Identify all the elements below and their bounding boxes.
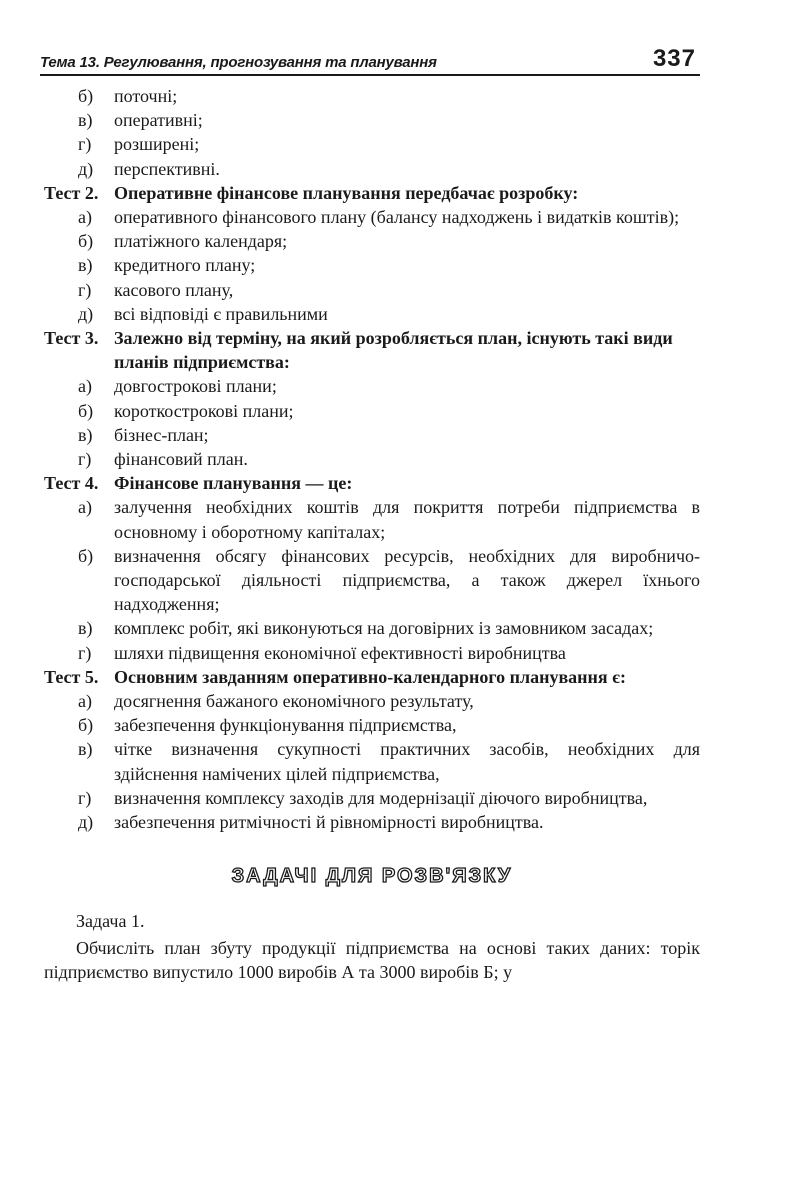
option-text: залучення необхідних коштів для покриття потреби підприємства в основному і оборотному капіталах; (114, 497, 700, 542)
option-text: комплекс робіт, які виконуються на договірних із замовником засадах; (114, 618, 654, 639)
option-text: чітке визначення сукупності практичних засобів, необхідних для здійснення намічених цілей підприємства, (114, 739, 700, 784)
test-label: Тест 5. (44, 666, 99, 687)
option-item (44, 253, 700, 277)
option-item (44, 495, 700, 543)
option-letter: г) (78, 134, 92, 155)
option-text: розширені; (114, 134, 200, 155)
option-item (44, 108, 700, 132)
test-question-text: Основним завданням оперативно-календарного планування є: (114, 666, 626, 687)
page-number: 337 (652, 45, 696, 72)
option-letter: в) (78, 255, 93, 276)
option-letter: в) (78, 739, 93, 760)
option-letter: г) (78, 279, 92, 300)
option-item (44, 641, 700, 665)
option-item (44, 229, 700, 253)
option-letter: а) (78, 497, 92, 518)
option-item (44, 132, 700, 156)
option-letter: б) (78, 715, 94, 736)
option-letter: а) (78, 691, 92, 712)
option-item (44, 84, 700, 108)
option-item (44, 544, 700, 617)
test-question (44, 181, 700, 205)
option-item (44, 157, 700, 181)
option-item (44, 423, 700, 447)
test-question-text: Оперативне фінансове планування передбачає розробку: (114, 182, 579, 203)
option-item (44, 689, 700, 713)
option-text: поточні; (114, 86, 178, 106)
option-letter: д) (78, 303, 94, 324)
option-text: касового плану, (114, 279, 234, 300)
option-text: шляхи підвищення економічної ефективності виробництва (114, 642, 566, 663)
page-body (44, 84, 700, 984)
running-header (40, 46, 700, 76)
option-letter: б) (78, 231, 94, 252)
test-label: Тест 2. (44, 182, 99, 203)
option-letter: а) (78, 207, 92, 228)
option-letter: а) (78, 376, 92, 397)
option-letter: г) (78, 449, 92, 470)
option-item (44, 374, 700, 398)
task-text: Обчисліть план збуту продукції підприємства на основі таких даних: торік підприємство випустило 1000 виробів А та 3000 виробів Б; у (44, 937, 700, 982)
option-text: визначення обсягу фінансових ресурсів, необхідних для виробничо-господарської діяльності підприємства, а також джерел їхнього надходження; (114, 545, 700, 615)
option-item (44, 447, 700, 471)
option-text: оперативні; (114, 110, 203, 131)
test-question (44, 665, 700, 689)
chapter-title: Тема 13. Регулювання, прогнозування та планування (40, 54, 437, 71)
option-letter: б) (78, 545, 94, 566)
option-text: забезпечення функціонування підприємства, (114, 715, 457, 736)
option-text: всі відповіді є правильними (114, 303, 328, 324)
option-text: визначення комплексу заходів для модернізації діючого виробництва, (114, 787, 648, 808)
option-item (44, 616, 700, 640)
option-text: платіжного календаря; (114, 231, 288, 252)
option-item (44, 399, 700, 423)
test-question (44, 471, 700, 495)
option-item (44, 810, 700, 834)
test-label: Тест 4. (44, 473, 99, 494)
option-letter: б) (78, 86, 94, 106)
option-letter: д) (78, 812, 94, 833)
option-letter: в) (78, 618, 93, 639)
option-text: короткострокові плани; (114, 400, 294, 421)
option-text: перспективні. (114, 158, 220, 179)
task-title: Задача 1. (76, 910, 145, 931)
test-question-text: Фінансове планування — це: (114, 473, 353, 494)
option-text: кредитного плану; (114, 255, 256, 276)
section-title: ЗАДАЧІ ДЛЯ РОЗВ'ЯЗКУ (231, 865, 513, 888)
option-letter: г) (78, 787, 92, 808)
test-question (44, 326, 700, 374)
test-question-text: Залежно від терміну, на який розробляється план, існують такі види планів підприємства: (114, 328, 673, 373)
option-item (44, 302, 700, 326)
option-item (44, 713, 700, 737)
option-item (44, 737, 700, 785)
option-letter: д) (78, 158, 94, 179)
option-text: бізнес-план; (114, 424, 209, 445)
option-item (44, 205, 700, 229)
option-item (44, 786, 700, 810)
option-letter: в) (78, 110, 93, 131)
option-text: оперативного фінансового плану (балансу надходжень і видатків коштів); (114, 207, 680, 228)
option-text: довгострокові плани; (114, 376, 277, 397)
option-text: фінансовий план. (114, 449, 248, 470)
option-item (44, 278, 700, 302)
option-letter: в) (78, 424, 93, 445)
option-letter: б) (78, 400, 94, 421)
option-letter: г) (78, 642, 92, 663)
option-text: забезпечення ритмічності й рівномірності виробництва. (114, 812, 544, 833)
test-label: Тест 3. (44, 328, 99, 349)
option-text: досягнення бажаного економічного результату, (114, 691, 474, 712)
